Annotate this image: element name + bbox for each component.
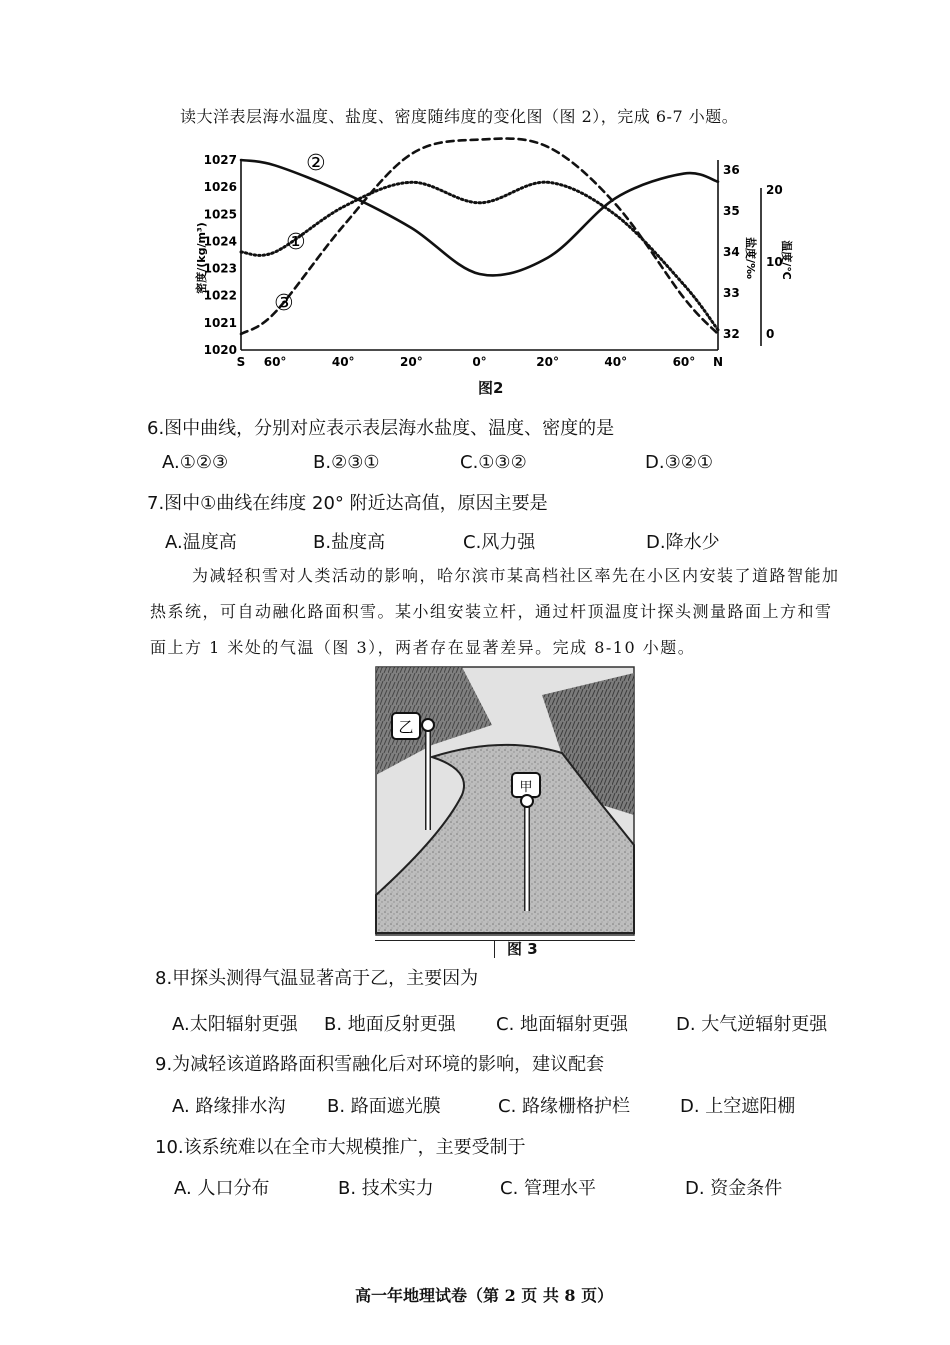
- probe-yi: [422, 719, 434, 731]
- figure3-underline: [375, 940, 635, 941]
- salinity-tick-label: 33: [723, 286, 740, 300]
- question-6-option-c[interactable]: C.①③②: [460, 452, 527, 473]
- salinity-axis-label: 盐度/‰: [744, 237, 757, 279]
- passage-line-3: 面上方 1 米处的气温（图 3），两者存在显著差异。完成 8-10 小题。: [150, 638, 696, 657]
- question-9-option-a[interactable]: A. 路缘排水沟: [172, 1096, 286, 1117]
- x-tick-label: N: [712, 355, 724, 369]
- figure3-caption-divider: [494, 940, 495, 958]
- curve-label-1: ①: [286, 230, 306, 255]
- x-tick-label: 20°: [536, 355, 559, 369]
- curve-label-3: ③: [274, 291, 294, 316]
- salinity-tick-label: 36: [723, 163, 740, 177]
- probe-label-yi: 乙: [398, 718, 414, 736]
- question-10-option-c[interactable]: C. 管理水平: [500, 1178, 597, 1199]
- question-7-stem: 7.图中①曲线在纬度 20° 附近达高值，原因主要是: [147, 493, 548, 514]
- question-10-option-b[interactable]: B. 技术实力: [338, 1178, 434, 1199]
- question-7-option-a[interactable]: A.温度高: [165, 532, 237, 553]
- question-7-option-b[interactable]: B.盐度高: [313, 532, 386, 553]
- x-tick-label: 40°: [331, 355, 355, 369]
- question-10-option-d[interactable]: D. 资金条件: [685, 1178, 783, 1199]
- question-8-option-c[interactable]: C. 地面辐射更强: [496, 1014, 629, 1035]
- series-line-2: [241, 160, 718, 275]
- density-tick-label: 1023: [203, 261, 237, 276]
- question-8-option-d[interactable]: D. 大气逆辐射更强: [676, 1014, 828, 1035]
- density-tick-label: 1021: [203, 315, 237, 330]
- question-8-option-b[interactable]: B. 地面反射更强: [324, 1014, 456, 1035]
- question-6-option-b[interactable]: B.②③①: [313, 452, 380, 473]
- temperature-tick-label: 0: [766, 327, 775, 341]
- salinity-tick-label: 34: [723, 245, 740, 259]
- question-9-stem: 9.为减轻该道路路面积雪融化后对环境的影响，建议配套: [155, 1054, 605, 1075]
- temperature-tick-label: 20: [766, 183, 783, 197]
- probe-label-jia: 甲: [519, 780, 533, 795]
- probe-jia: [521, 795, 533, 807]
- figure2-intro: 读大洋表层海水温度、盐度、密度随纬度的变化图（图 2），完成 6-7 小题。: [180, 107, 739, 126]
- question-7-option-c[interactable]: C.风力强: [463, 532, 536, 553]
- density-tick-label: 1026: [203, 180, 237, 195]
- passage-line-2: 热系统，可自动融化路面积雪。某小组安装立杆，通过杆顶温度计探头测量路面上方和雪: [150, 602, 833, 621]
- density-axis-label: 密度/(kg/m³): [195, 222, 208, 294]
- question-9-option-b[interactable]: B. 路面遮光膜: [327, 1096, 441, 1117]
- question-6-stem: 6.图中曲线，分别对应表示表层海水盐度、温度、密度的是: [147, 418, 615, 439]
- figure2-chart: [185, 148, 793, 378]
- question-10-stem: 10.该系统难以在全市大规模推广，主要受制于: [155, 1137, 526, 1158]
- salinity-tick-label: 32: [723, 327, 740, 341]
- series-line-1: [241, 182, 718, 330]
- x-tick-label: 60°: [672, 355, 696, 369]
- density-tick-label: 1022: [203, 288, 237, 303]
- curve-label-2: ②: [306, 151, 326, 176]
- question-7-option-d[interactable]: D.降水少: [646, 532, 720, 553]
- figure2-caption: 图2: [478, 379, 504, 397]
- x-tick-label: 40°: [604, 355, 628, 369]
- question-6-option-a[interactable]: A.①②③: [162, 452, 229, 473]
- question-9-option-c[interactable]: C. 路缘栅格护栏: [498, 1096, 631, 1117]
- passage-line-1: 为减轻积雪对人类活动的影响，哈尔滨市某高档社区率先在小区内安装了道路智能加: [192, 566, 840, 585]
- page-footer: 高一年地理试卷（第 2 页 共 8 页）: [355, 1286, 614, 1305]
- density-tick-label: 1025: [203, 207, 237, 222]
- question-8-stem: 8.甲探头测得气温显著高于乙，主要因为: [155, 968, 479, 989]
- density-tick-label: 1020: [203, 343, 237, 357]
- temperature-axis-label: 温度/℃: [780, 240, 793, 280]
- question-9-option-d[interactable]: D. 上空遮阳棚: [680, 1096, 796, 1117]
- figure3-caption: 图 3: [507, 940, 538, 958]
- density-tick-label: 1024: [203, 234, 237, 249]
- x-tick-label: 60°: [263, 355, 287, 369]
- question-6-option-d[interactable]: D.③②①: [645, 452, 713, 473]
- density-tick-label: 1027: [203, 153, 237, 167]
- x-tick-label: 20°: [400, 355, 423, 369]
- salinity-tick-label: 35: [723, 204, 740, 218]
- question-8-option-a[interactable]: A.太阳辐射更强: [172, 1014, 298, 1035]
- temperature-tick-label: 10: [766, 255, 783, 269]
- question-10-option-a[interactable]: A. 人口分布: [174, 1178, 270, 1199]
- x-tick-label: 0°: [472, 355, 487, 369]
- figure3-photo: [372, 665, 640, 940]
- x-tick-label: S: [236, 355, 246, 369]
